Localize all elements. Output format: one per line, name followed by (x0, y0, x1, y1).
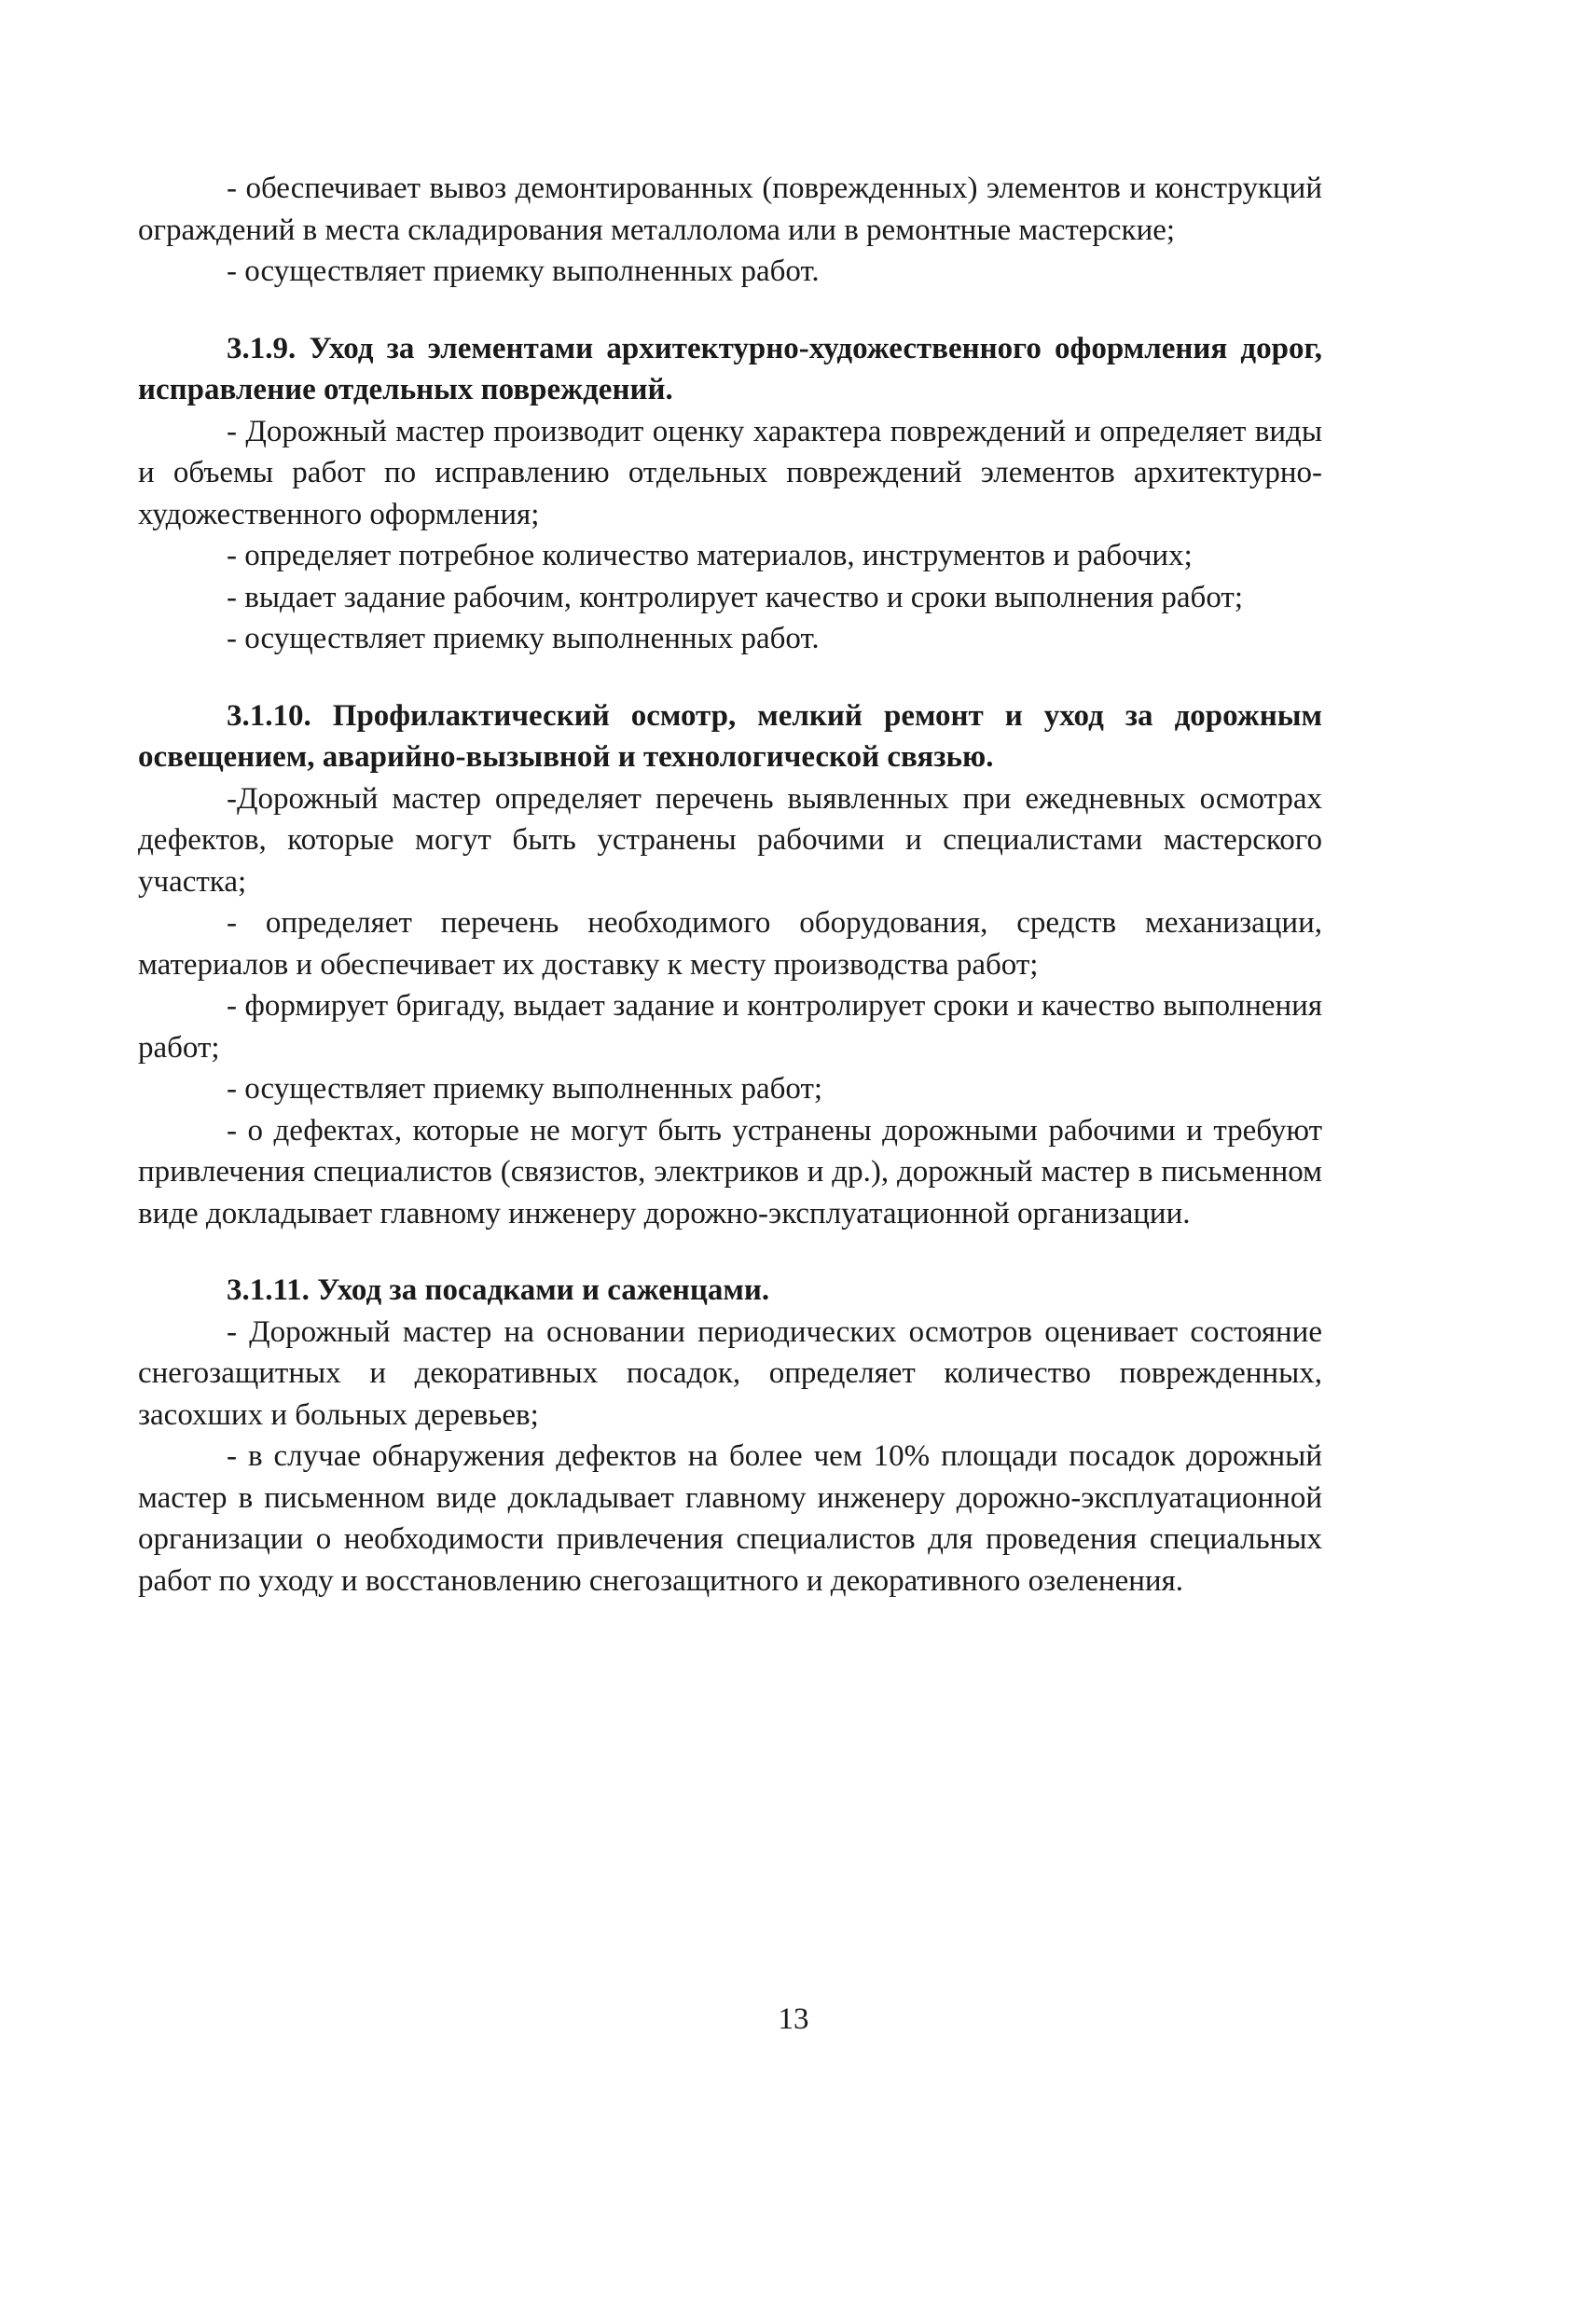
paragraph: -Дорожный мастер определяет перечень выявленных при ежедневных осмотрах дефектов, которые могут быть устранены рабочими и специалистами мастерского участка; (138, 781, 1322, 899)
paragraph: - в случае обнаружения дефектов на более чем 10% площади посадок дорожный мастер в письменном виде докладывает главному инженеру дорожно-эксплуатационной организации о необходимости привлечения специалистов для проведения специальных работ по уходу и восстановлению снегозащитного и декоративного озеленения. (138, 1439, 1322, 1598)
paragraph: - определяет потребное количество материалов, инструментов и рабочих; (227, 539, 1193, 572)
section-3-1-11 (138, 1270, 1322, 1602)
section-heading: 3.1.10. Профилактический осмотр, мелкий ремонт и уход за дорожным освещением, аварийно-вызывной и технологической связью. (138, 698, 1322, 774)
paragraph: - осуществляет приемку выполненных работ. (227, 622, 820, 655)
paragraph: - выдает задание рабочим, контролирует качество и сроки выполнения работ; (227, 580, 1243, 614)
paragraph: - Дорожный мастер производит оценку характера повреждений и определяет виды и объемы работ по исправлению отдельных повреждений элементов архитектурно-художественного оформления; (138, 414, 1322, 531)
intro-block (138, 168, 1322, 293)
paragraph: - обеспечивает вывоз демонтированных (поврежденных) элементов и конструкций ограждений в места складирования металлолома или в ремонтные мастерские; (138, 172, 1322, 247)
section-heading: 3.1.11. Уход за посадками и саженцами. (227, 1273, 770, 1307)
paragraph: - о дефектах, которые не могут быть устранены дорожными рабочими и требуют привлечения специалистов (связистов, электриков и др.), дорожный мастер в письменном виде докладывает главному инженеру дорожно-эксплуатационной организации. (138, 1113, 1322, 1231)
page-number: 13 (778, 2002, 809, 2036)
section-3-1-10 (138, 695, 1322, 1235)
document-page (138, 168, 1322, 1602)
paragraph: - осуществляет приемку выполненных работ. (227, 254, 820, 288)
paragraph: - определяет перечень необходимого оборудования, средств механизации, материалов и обеспечивает их доставку к месту производства работ; (138, 906, 1322, 982)
section-3-1-9 (138, 328, 1322, 660)
paragraph: - формирует бригаду, выдает задание и контролирует сроки и качество выполнения работ; (138, 989, 1322, 1065)
paragraph: - осуществляет приемку выполненных работ; (227, 1072, 823, 1106)
paragraph: - Дорожный мастер на основании периодических осмотров оценивает состояние снегозащитных и декоративных посадок, определяет количество поврежденных, засохших и больных деревьев; (138, 1314, 1322, 1432)
section-heading: 3.1.9. Уход за элементами архитектурно-художественного оформления дорог, исправление отдельных повреждений. (138, 331, 1322, 406)
